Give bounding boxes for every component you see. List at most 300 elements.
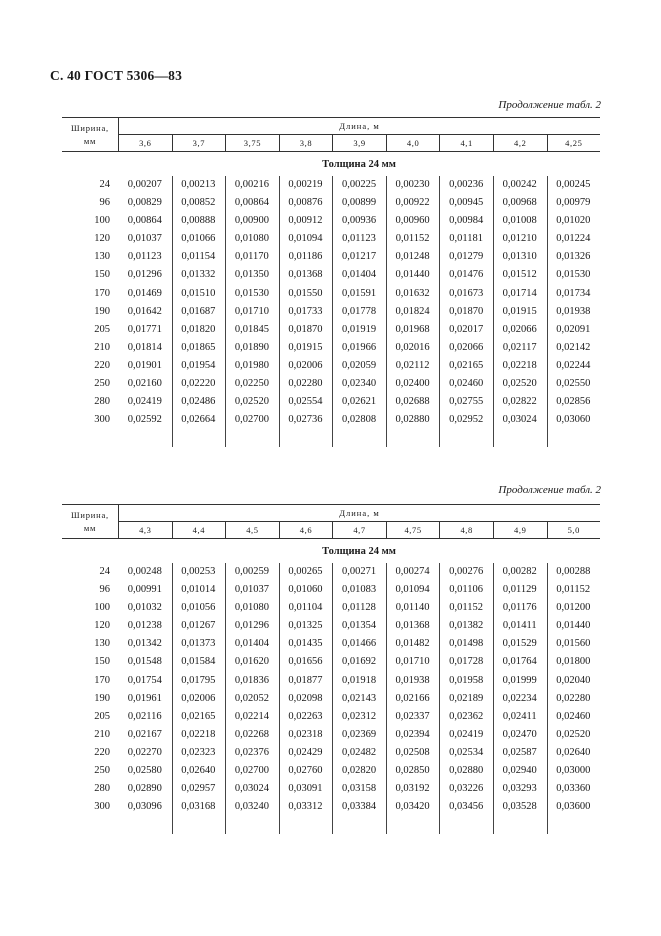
table-cell: 0,01482 (395, 638, 430, 650)
table-cell: 0,02369 (341, 728, 377, 740)
table-row (62, 230, 600, 248)
table-cell: 0,02508 (395, 746, 430, 758)
table-cell: 0,00219 (288, 179, 323, 190)
table-cell: 0,01870 (449, 305, 484, 317)
length-column-header: 4,3 (139, 525, 152, 535)
table-cell: 0,03293 (502, 783, 537, 795)
table-cell: 0,02880 (395, 414, 430, 426)
table-cell: 0,01310 (502, 251, 537, 263)
table-cell: 0,01836 (234, 674, 269, 686)
table-cell: 0,01890 (234, 341, 269, 353)
table-cell: 0,00945 (449, 197, 484, 209)
table-cell: 0,01560 (556, 638, 591, 650)
table-body (62, 563, 600, 834)
table-cell: 0,00265 (288, 566, 323, 577)
row-width: 100 (94, 602, 110, 614)
table-cell: 0,02700 (234, 414, 269, 426)
table-cell: 0,02820 (341, 765, 377, 777)
table-cell: 0,00864 (127, 215, 162, 227)
table-row (62, 563, 600, 581)
table-row (62, 617, 600, 635)
table-cell: 0,02006 (181, 692, 216, 704)
table-cell: 0,02376 (234, 746, 269, 758)
table-cell: 0,02066 (502, 323, 537, 335)
length-header: Длина, м (119, 118, 600, 135)
table-cell: 0,01954 (181, 359, 216, 371)
table-row (62, 581, 600, 599)
table-cell: 0,01014 (181, 584, 216, 596)
table-cell: 0,01469 (127, 287, 162, 299)
table-cell: 0,02250 (234, 378, 269, 390)
row-width: 210 (94, 728, 110, 740)
page-header: С. 40 ГОСТ 5306—83 (50, 68, 183, 83)
row-width: 210 (94, 341, 110, 353)
table-cell: 0,02736 (288, 414, 323, 426)
table-cell: 0,01080 (234, 233, 269, 245)
table-cell: 0,02822 (502, 396, 537, 408)
table-cell: 0,01411 (502, 620, 537, 632)
table-cell: 0,02143 (341, 692, 377, 704)
table-cell: 0,01980 (234, 359, 269, 371)
table-cell: 0,00259 (234, 566, 269, 577)
table-cell: 0,01106 (449, 584, 484, 596)
table-cell: 0,00899 (341, 197, 377, 209)
table-cell: 0,00245 (556, 179, 591, 190)
table-cell: 0,02280 (556, 692, 591, 704)
table-cell: 0,02587 (502, 746, 537, 758)
table-row (62, 212, 600, 230)
table-cell: 0,02470 (502, 728, 537, 740)
row-width: 190 (94, 692, 110, 704)
table-cell: 0,01919 (341, 323, 377, 335)
table-row (62, 303, 600, 321)
table-cell: 0,01123 (127, 251, 162, 263)
table-cell: 0,01814 (127, 341, 162, 353)
table-cell: 0,02411 (502, 710, 537, 722)
table-cell: 0,00236 (449, 179, 484, 190)
length-header: Длина, м (119, 505, 600, 522)
row-width: 300 (94, 414, 110, 426)
table-header (62, 117, 600, 152)
row-width: 280 (94, 783, 110, 795)
table-cell: 0,01094 (288, 233, 323, 245)
table-cell: 0,01267 (181, 620, 216, 632)
table-cell: 0,02270 (127, 746, 162, 758)
table-cell: 0,02952 (449, 414, 484, 426)
table-cell: 0,00271 (341, 566, 377, 577)
table-cell: 0,01958 (449, 674, 484, 686)
width-header-unit: мм (83, 522, 97, 533)
table-cell: 0,02165 (449, 359, 484, 371)
row-width: 205 (94, 323, 110, 335)
length-column-header: 3,9 (332, 135, 386, 151)
table-cell: 0,01673 (449, 287, 484, 299)
table-cell: 0,01687 (181, 305, 216, 317)
table-row (62, 780, 600, 798)
table-cell: 0,03240 (234, 801, 269, 813)
table-cell: 0,02890 (127, 783, 162, 795)
table-cell: 0,02400 (395, 378, 430, 390)
table-cell: 0,01938 (556, 305, 591, 317)
table-cell: 0,03192 (395, 783, 430, 795)
table-cell: 0,01104 (288, 602, 323, 614)
table-row (62, 176, 600, 194)
table-cell: 0,02234 (502, 692, 537, 704)
table-cell: 0,02059 (341, 359, 377, 371)
table-cell: 0,00936 (341, 215, 377, 227)
table-cell: 0,01404 (341, 269, 377, 281)
table-cell: 0,01714 (502, 287, 537, 299)
table-cell: 0,02112 (395, 359, 430, 371)
table-cell: 0,01530 (234, 287, 269, 299)
table-cell: 0,01845 (234, 323, 269, 335)
table-cell: 0,02268 (234, 728, 269, 740)
row-width: 250 (94, 378, 110, 390)
table-cell: 0,02040 (556, 674, 591, 686)
table-cell: 0,01966 (341, 341, 377, 353)
table-cell: 0,03024 (234, 783, 269, 795)
table-cell: 0,00852 (181, 197, 216, 209)
row-width: 190 (94, 305, 110, 317)
table-cell: 0,01123 (342, 233, 376, 245)
table-cell: 0,01186 (288, 251, 323, 263)
table-cell: 0,01734 (556, 287, 591, 299)
table-cell: 0,00242 (502, 179, 537, 190)
table-row (62, 375, 600, 393)
table-row (62, 690, 600, 708)
table-cell: 0,02429 (288, 746, 323, 758)
row-width: 220 (94, 359, 110, 371)
table-cell: 0,03456 (449, 801, 484, 813)
table-cell: 0,01530 (556, 269, 591, 281)
table-header (62, 504, 600, 539)
table-cell: 0,01656 (288, 656, 323, 668)
table-cell: 0,02167 (127, 728, 162, 740)
table-cell: 0,02312 (341, 710, 377, 722)
table-cell: 0,01795 (181, 674, 216, 686)
table-cell: 0,03168 (181, 801, 216, 813)
table-cell: 0,03528 (502, 801, 537, 813)
table-cell: 0,02688 (395, 396, 430, 408)
row-width: 96 (99, 584, 110, 596)
length-column-header: 4,25 (547, 135, 601, 151)
table-cell: 0,01342 (127, 638, 162, 650)
row-width: 130 (94, 638, 110, 650)
length-column-header: 4,75 (386, 522, 440, 538)
table-cell: 0,01154 (181, 251, 216, 263)
table-cell: 0,01550 (288, 287, 323, 299)
table-cell: 0,01176 (502, 602, 537, 614)
table-cell: 0,01710 (234, 305, 269, 317)
table-cell: 0,02880 (449, 765, 484, 777)
table-cell: 0,01332 (181, 269, 216, 281)
table-cell: 0,02337 (395, 710, 430, 722)
table-cell: 0,01373 (181, 638, 216, 650)
continuation-label: Продолжение табл. 2 (498, 484, 601, 496)
row-width: 205 (94, 710, 110, 722)
table-row (62, 708, 600, 726)
table-cell: 0,01368 (288, 269, 323, 281)
table-cell: 0,01915 (288, 341, 323, 353)
table-cell: 0,01771 (127, 323, 162, 335)
table-cell: 0,01865 (181, 341, 216, 353)
table-cell: 0,01037 (234, 584, 269, 596)
table-cell: 0,02244 (556, 359, 591, 371)
table-cell: 0,02006 (288, 359, 323, 371)
length-column-header: 4,8 (439, 522, 493, 538)
table-cell: 0,02760 (288, 765, 323, 777)
table-row (62, 321, 600, 339)
table-cell: 0,01510 (181, 287, 216, 299)
table-cell: 0,01824 (395, 305, 430, 317)
table-cell: 0,01152 (449, 602, 484, 614)
table-cell: 0,02850 (395, 765, 430, 777)
table-row (62, 726, 600, 744)
table-cell: 0,02189 (449, 692, 484, 704)
table-cell: 0,01800 (556, 656, 591, 668)
table-cell: 0,00216 (234, 179, 269, 190)
table-row (62, 194, 600, 212)
table-cell: 0,02640 (556, 746, 591, 758)
table-cell: 0,01128 (342, 602, 376, 614)
row-width: 120 (94, 620, 110, 632)
table-cell: 0,02940 (502, 765, 537, 777)
table-cell: 0,00207 (127, 179, 162, 190)
table-cell: 0,02520 (502, 378, 537, 390)
table-cell: 0,01170 (235, 251, 269, 263)
table-cell: 0,02165 (181, 710, 216, 722)
table-cell: 0,01020 (556, 215, 591, 227)
table-body (62, 176, 600, 447)
table-cell: 0,02419 (449, 728, 484, 740)
table-cell: 0,03024 (502, 414, 537, 426)
table-cell: 0,02957 (181, 783, 216, 795)
table-cell: 0,02166 (395, 692, 430, 704)
table-cell: 0,02808 (341, 414, 377, 426)
table-cell: 0,02580 (127, 765, 162, 777)
table-cell: 0,02640 (181, 765, 216, 777)
table-cell: 0,01279 (449, 251, 484, 263)
table-cell: 0,01140 (395, 602, 430, 614)
table-cell: 0,01584 (181, 656, 216, 668)
table-cell: 0,01083 (341, 584, 377, 596)
table-cell: 0,01591 (341, 287, 377, 299)
table-cell: 0,01918 (341, 674, 377, 686)
table-bottom-space (62, 816, 600, 834)
table-cell: 0,01620 (234, 656, 269, 668)
table-cell: 0,01404 (234, 638, 269, 650)
table-cell: 0,00968 (502, 197, 537, 209)
table-row (62, 393, 600, 411)
table-row (62, 672, 600, 690)
table-cell: 0,00276 (449, 566, 484, 577)
table-cell: 0,02016 (395, 341, 430, 353)
table-cell: 0,02117 (502, 341, 537, 353)
table-cell: 0,02554 (288, 396, 323, 408)
width-column-header (62, 118, 119, 151)
table-cell: 0,01961 (127, 692, 162, 704)
table-cell: 0,01440 (556, 620, 591, 632)
table-cell: 0,02263 (288, 710, 323, 722)
table-cell: 0,02534 (449, 746, 484, 758)
table-cell: 0,01778 (341, 305, 377, 317)
row-width: 280 (94, 396, 110, 408)
table-cell: 0,00829 (127, 197, 162, 209)
row-width: 170 (94, 674, 110, 686)
table-row (62, 635, 600, 653)
table-cell: 0,03000 (556, 765, 591, 777)
row-width: 120 (94, 233, 110, 245)
table-row (62, 798, 600, 816)
row-width: 150 (94, 269, 110, 281)
table-cell: 0,01354 (341, 620, 377, 632)
table-cell: 0,02664 (181, 414, 216, 426)
table-cell: 0,01008 (502, 215, 537, 227)
row-width: 300 (94, 801, 110, 813)
table-cell: 0,01326 (556, 251, 591, 263)
table-cell: 0,01032 (127, 602, 162, 614)
table-cell: 0,02460 (556, 710, 591, 722)
length-column-header: 4,4 (172, 522, 226, 538)
table-cell: 0,01350 (234, 269, 269, 281)
table-cell: 0,01238 (127, 620, 162, 632)
table-row (62, 339, 600, 357)
table-cell: 0,01870 (288, 323, 323, 335)
table-cell: 0,02520 (234, 396, 269, 408)
table-cell: 0,00253 (181, 566, 216, 577)
table-cell: 0,00288 (556, 566, 591, 577)
table-cell: 0,02052 (234, 692, 269, 704)
row-width: 130 (94, 251, 110, 263)
table-cell: 0,00274 (395, 566, 430, 577)
table-cell: 0,02323 (181, 746, 216, 758)
table-cell: 0,03226 (449, 783, 484, 795)
table-cell: 0,00282 (502, 566, 537, 577)
length-column-header: 4,2 (493, 135, 547, 151)
table-cell: 0,00864 (234, 197, 269, 209)
table-row (62, 744, 600, 762)
table-cell: 0,01548 (127, 656, 162, 668)
table-cell: 0,00922 (395, 197, 430, 209)
row-width: 24 (99, 179, 110, 190)
length-column-header: 4,7 (332, 522, 386, 538)
length-column-header: 5,0 (547, 522, 601, 538)
table-cell: 0,03420 (395, 801, 430, 813)
section-title: Толщина 24 мм (322, 159, 396, 170)
table-cell: 0,00991 (127, 584, 162, 596)
table-cell: 0,02419 (127, 396, 162, 408)
table-cell: 0,01915 (502, 305, 537, 317)
table-cell: 0,01060 (288, 584, 323, 596)
table-cell: 0,02856 (556, 396, 591, 408)
table-cell: 0,02318 (288, 728, 323, 740)
table-cell: 0,02755 (449, 396, 484, 408)
table-cell: 0,03360 (556, 783, 591, 795)
width-header-unit: мм (83, 135, 97, 146)
table-cell: 0,01152 (395, 233, 430, 245)
table-row (62, 285, 600, 303)
table-cell: 0,00979 (556, 197, 591, 209)
length-columns (119, 522, 600, 538)
table-cell: 0,01529 (502, 638, 537, 650)
length-column-header: 3,7 (172, 135, 226, 151)
table-cell: 0,02066 (449, 341, 484, 353)
table-cell: 0,01325 (288, 620, 323, 632)
table-cell: 0,00984 (449, 215, 484, 227)
length-column-header: 4,5 (225, 522, 279, 538)
table-cell: 0,00876 (288, 197, 323, 209)
table-cell: 0,03091 (288, 783, 323, 795)
table-cell: 0,01440 (395, 269, 430, 281)
table-cell: 0,01296 (234, 620, 269, 632)
table-cell: 0,00912 (288, 215, 323, 227)
table-cell: 0,01498 (449, 638, 484, 650)
row-width: 24 (99, 566, 110, 577)
table-row (62, 599, 600, 617)
table-cell: 0,02116 (127, 710, 162, 722)
table-cell: 0,01476 (449, 269, 484, 281)
length-column-header: 4,1 (439, 135, 493, 151)
table-cell: 0,02520 (556, 728, 591, 740)
table-row (62, 653, 600, 671)
table-cell: 0,02394 (395, 728, 430, 740)
table-row (62, 762, 600, 780)
table-cell: 0,00225 (341, 179, 377, 190)
table-cell: 0,02362 (449, 710, 484, 722)
table-cell: 0,01094 (395, 584, 430, 596)
row-width: 220 (94, 746, 110, 758)
table-cell: 0,01224 (556, 233, 591, 245)
table-cell: 0,02550 (556, 378, 591, 390)
table-cell: 0,03158 (341, 783, 377, 795)
table-cell: 0,00213 (181, 179, 216, 190)
table-cell: 0,01938 (395, 674, 430, 686)
section-title: Толщина 24 мм (322, 546, 396, 557)
table-cell: 0,02482 (341, 746, 377, 758)
table-cell: 0,02098 (288, 692, 323, 704)
table-cell: 0,01056 (181, 602, 216, 614)
length-column-header: 3,6 (139, 138, 152, 148)
row-width: 96 (99, 197, 110, 209)
width-header-label: Ширина, (71, 122, 109, 133)
row-width: 250 (94, 765, 110, 777)
table-cell: 0,01382 (449, 620, 484, 632)
table-cell: 0,01733 (288, 305, 323, 317)
table-row (62, 411, 600, 429)
table-cell: 0,02280 (288, 378, 323, 390)
table-row (62, 248, 600, 266)
continuation-label: Продолжение табл. 2 (498, 99, 601, 111)
table-cell: 0,01129 (502, 584, 537, 596)
table-cell: 0,00248 (127, 566, 162, 577)
table-cell: 0,01248 (395, 251, 430, 263)
table-cell: 0,03096 (127, 801, 162, 813)
table-cell: 0,01968 (395, 323, 430, 335)
row-width: 100 (94, 215, 110, 227)
width-header-label: Ширина, (71, 509, 109, 520)
table-cell: 0,01296 (127, 269, 162, 281)
table-cell: 0,01210 (502, 233, 537, 245)
length-column-header: 4,9 (493, 522, 547, 538)
length-columns (119, 135, 600, 151)
row-width: 170 (94, 287, 110, 299)
table-cell: 0,01512 (502, 269, 537, 281)
table-cell: 0,02621 (341, 396, 377, 408)
table-bottom-space (62, 429, 600, 447)
table-block (62, 504, 600, 834)
table-cell: 0,01901 (127, 359, 162, 371)
length-column-header: 3,8 (279, 135, 333, 151)
